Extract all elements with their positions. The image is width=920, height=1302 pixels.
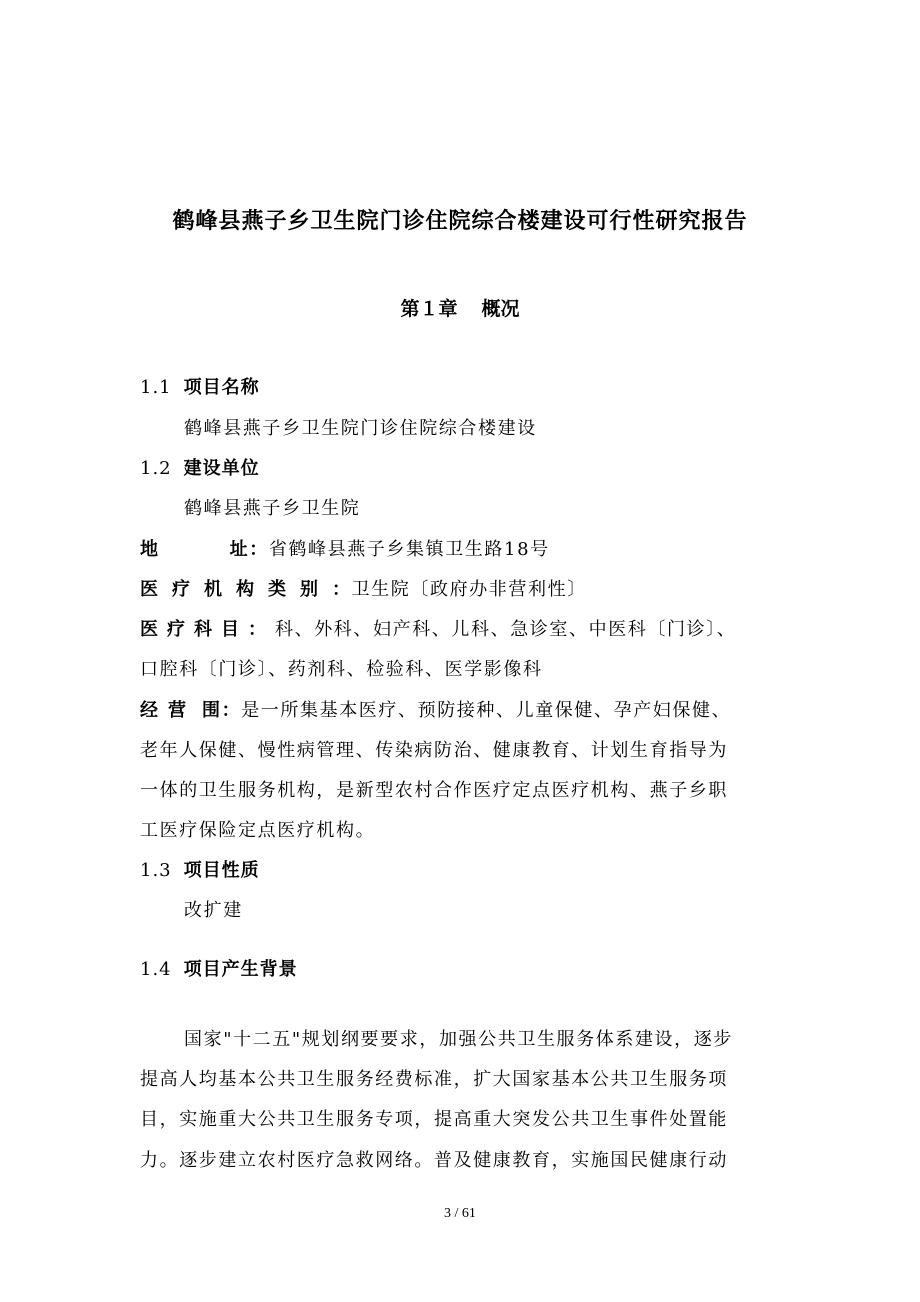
- background-line-4: 力。逐步建立农村医疗急救网络。普及健康教育，实施国民健康行动: [140, 1150, 728, 1171]
- section-heading-1-4: [140, 957, 800, 983]
- scope-line-3: 一体的卫生服务机构，是新型农村合作医疗定点医疗机构、燕子乡职: [140, 780, 728, 801]
- category-colon: ：: [332, 579, 352, 600]
- section-title: 项目性质: [183, 860, 260, 881]
- section-title: 项目名称: [183, 377, 260, 398]
- document-title: 鹤峰县燕子乡卫生院门诊住院综合楼建设可行性研究报告: [172, 209, 748, 234]
- section-heading-1-1: [140, 375, 800, 401]
- address-value: 省鹤峰县燕子乡集镇卫生路18号: [268, 539, 550, 560]
- scope-line-1: [140, 698, 800, 724]
- category-value: 卫生院〔政府办非营利性〕: [351, 579, 587, 600]
- background-line-3: 目，实施重大公共卫生服务专项，提高重大突发公共卫生事件处置能: [140, 1109, 728, 1130]
- section-number: 1.3: [140, 860, 172, 881]
- section-number: 1.4: [140, 959, 172, 980]
- chapter-name: 概况: [481, 298, 520, 320]
- background-line-2: 提高人均基本公共卫生服务经费标准，扩大国家基本公共卫生服务项: [140, 1069, 728, 1090]
- category-line: [140, 577, 800, 603]
- departments-text-1: 科、外科、妇产科、儿科、急诊室、中医科〔门诊〕、: [275, 619, 737, 640]
- project-nature-text: 改扩建: [184, 900, 243, 921]
- scope-line-2: 老年人保健、慢性病管理、传染病防治、健康教育、计划生育指导为: [140, 740, 728, 761]
- page-number: 3 / 61: [444, 1206, 476, 1221]
- chapter-number: 第１章: [400, 298, 458, 320]
- scope-label-a: 经营: [140, 700, 196, 721]
- chapter-heading: [0, 294, 920, 321]
- address-line: [140, 537, 800, 563]
- section-number: 1.1: [140, 377, 172, 398]
- section-heading-1-2: [140, 456, 800, 482]
- scope-text-1: 是一所集基本医疗、预防接种、儿童保健、孕产妇保健、: [241, 700, 732, 721]
- project-name-text: 鹤峰县燕子乡卫生院门诊住院综合楼建设: [184, 418, 537, 439]
- construction-unit-text: 鹤峰县燕子乡卫生院: [184, 498, 361, 519]
- section-heading-1-3: [140, 858, 800, 884]
- background-line-1: 国家"十二五"规划纲要要求，加强公共卫生服务体系建设，逐步: [184, 1029, 733, 1050]
- section-title: 项目产生背景: [183, 959, 298, 980]
- scope-label-b: 围：: [202, 700, 242, 721]
- departments-label: 医疗科目：: [140, 619, 275, 640]
- category-label: 医疗机构类别: [140, 579, 332, 600]
- section-number: 1.2: [140, 458, 172, 479]
- address-label-b: 址：: [229, 539, 269, 560]
- scope-line-4: 工医疗保险定点医疗机构。: [140, 820, 376, 841]
- departments-line-1: [140, 617, 800, 643]
- section-title: 建设单位: [183, 458, 260, 479]
- address-label-a: 地: [140, 539, 160, 560]
- departments-line-2: 口腔科〔门诊〕、药剂科、检验科、医学影像科: [140, 659, 543, 680]
